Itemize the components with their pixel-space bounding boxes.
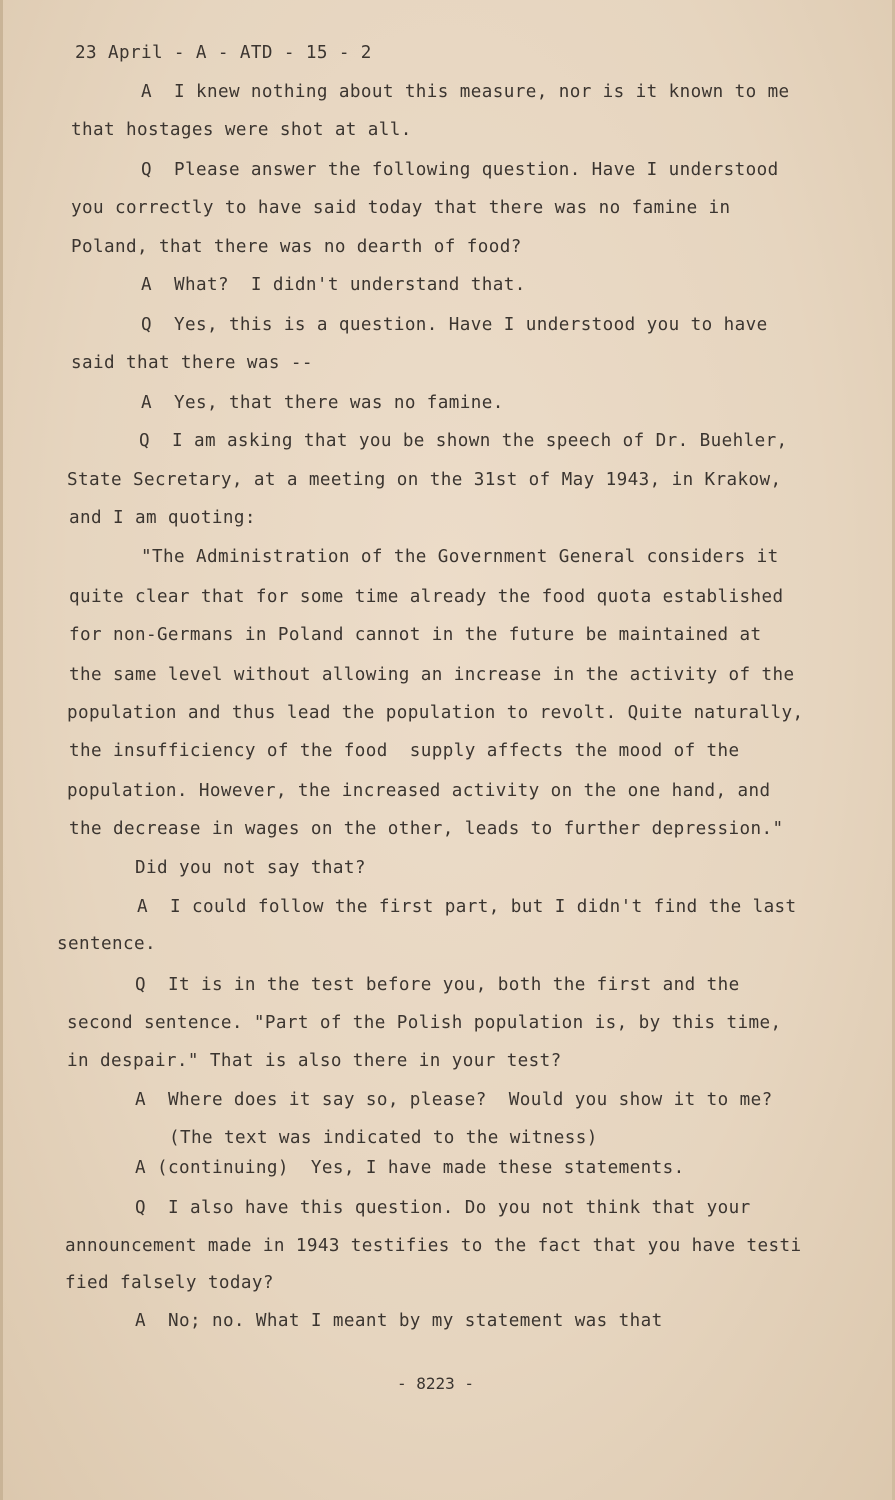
transcript-line: second sentence. "Part of the Polish population is, by this time,: [67, 1013, 782, 1033]
quoted-speech-line: population and thus lead the population to revolt. Quite naturally,: [67, 703, 804, 723]
transcript-line: A Yes, that there was no famine.: [141, 393, 504, 413]
transcript-line: A What? I didn't understand that.: [141, 275, 526, 295]
transcript-line: A I could follow the first part, but I didn't find the last: [137, 897, 797, 917]
page-number: - 8223 -: [397, 1374, 475, 1393]
quoted-speech-line: for non-Germans in Poland cannot in the future be maintained at: [69, 625, 762, 645]
transcript-line: Q I am asking that you be shown the speech of Dr. Buehler,: [139, 431, 788, 451]
transcript-line: A (continuing) Yes, I have made these statements.: [135, 1158, 685, 1178]
quoted-speech-line: population. However, the increased activity on the one hand, and: [67, 781, 771, 801]
transcript-line: you correctly to have said today that there was no famine in: [71, 198, 731, 218]
quoted-speech-line: the same level without allowing an increase in the activity of the: [69, 665, 795, 685]
transcript-line: sentence.: [57, 934, 156, 954]
page-header-reference: 23 April - A - ATD - 15 - 2: [75, 43, 372, 63]
transcript-line: and I am quoting:: [69, 508, 256, 528]
quoted-speech-line: quite clear that for some time already the food quota established: [69, 587, 784, 607]
transcript-line: Q It is in the test before you, both the first and the: [135, 975, 740, 995]
quoted-speech-line: the decrease in wages on the other, leads to further depression.": [69, 819, 784, 839]
transcript-line: that hostages were shot at all.: [71, 120, 412, 140]
transcript-line: State Secretary, at a meeting on the 31st of May 1943, in Krakow,: [67, 470, 782, 490]
transcript-line: fied falsely today?: [65, 1273, 274, 1293]
transcript-line: in despair." That is also there in your test?: [67, 1051, 562, 1071]
transcript-line: Q Yes, this is a question. Have I understood you to have: [141, 315, 768, 335]
transcript-line: Q Please answer the following question. Have I understood: [141, 160, 779, 180]
transcript-line: A I knew nothing about this measure, nor is it known to me: [141, 82, 790, 102]
quoted-speech-line: "The Administration of the Government General considers it: [141, 547, 779, 567]
stage-direction: (The text was indicated to the witness): [169, 1128, 598, 1148]
quoted-speech-line: the insufficiency of the food supply affects the mood of the: [69, 741, 740, 761]
transcript-line: A No; no. What I meant by my statement was that: [135, 1311, 663, 1331]
transcript-line: Poland, that there was no dearth of food?: [71, 237, 522, 257]
transcript-line: said that there was --: [71, 353, 313, 373]
transcript-line: announcement made in 1943 testifies to the fact that you have testi: [65, 1236, 802, 1256]
transcript-line: A Where does it say so, please? Would you show it to me?: [135, 1090, 773, 1110]
transcript-line: Did you not say that?: [135, 858, 366, 878]
transcript-line: Q I also have this question. Do you not think that your: [135, 1198, 751, 1218]
